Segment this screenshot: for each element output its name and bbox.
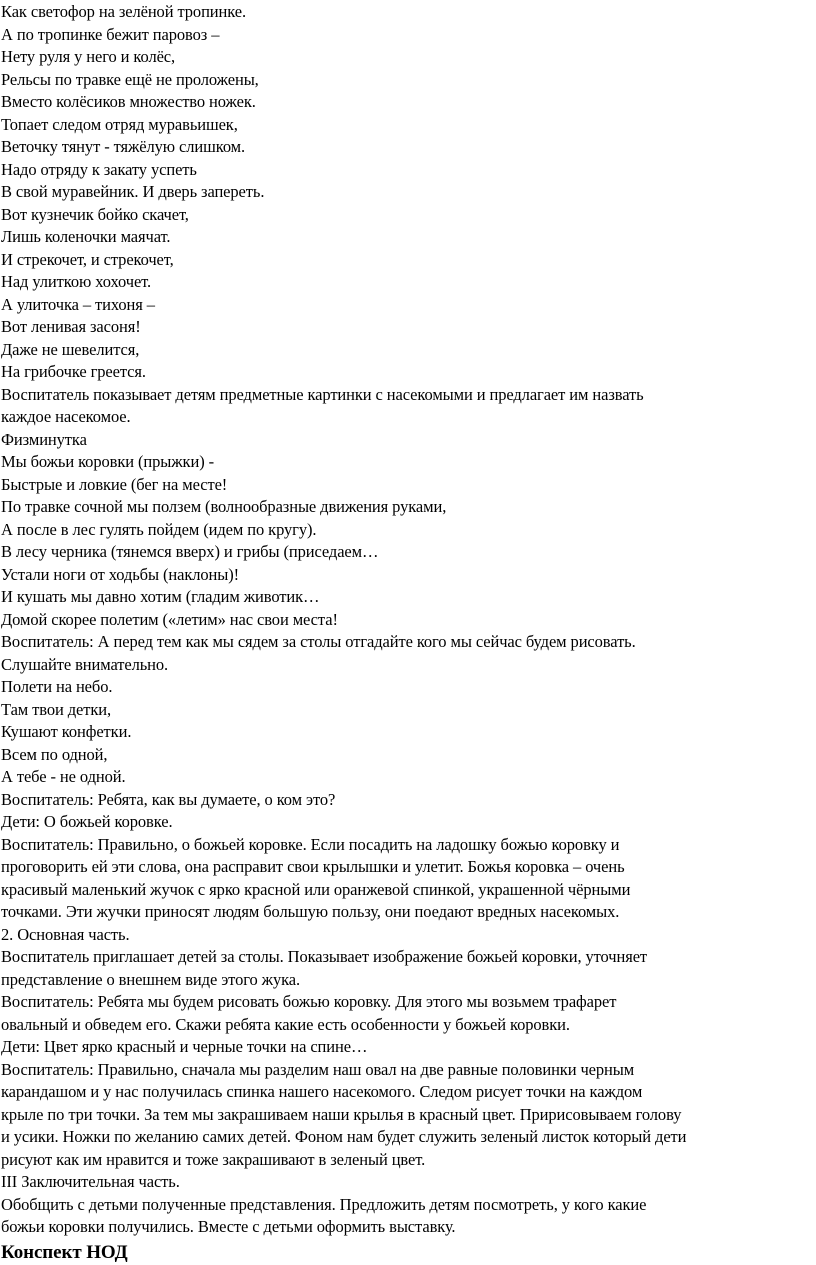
text-line: Вот кузнечик бойко скачет,: [1, 204, 189, 224]
text-line: На грибочке греется.: [1, 362, 146, 381]
text-line: Всем по одной,: [1, 744, 108, 764]
text-line: карандашом и у нас получилась спинка нашего насекомого. Следом рисует точки на каждом: [1, 1082, 643, 1101]
text-line: И кушать мы давно хотим (гладим животик…: [1, 587, 320, 606]
text-line: И стрекочет, и стрекочет,: [1, 249, 174, 269]
text-line: красивый маленький жучок с ярко красной или оранжевой спинкой, украшенной чёрными: [1, 879, 631, 899]
text-line: А улиточка – тихоня –: [1, 294, 155, 314]
text-line: Лишь коленочки маячат.: [1, 227, 171, 246]
text-line: В лесу черника (тянемся вверх) и грибы (приседаем…: [1, 542, 379, 561]
text-line: Дети: Цвет ярко красный и черные точки на спине…: [1, 1037, 368, 1056]
text-line: представление о внешнем виде этого жука.: [1, 969, 301, 989]
text-line: Надо отряду к закату успеть: [1, 159, 197, 179]
text-line: В свой муравейник. И дверь запереть.: [1, 182, 265, 201]
text-line: Топает следом отряд муравьишек,: [1, 114, 238, 134]
text-line: Рельсы по травке ещё не проложены,: [1, 69, 259, 89]
text-line: проговорить ей эти слова, она расправит свои крылышки и улетит. Божья коровка – очень: [1, 857, 625, 876]
text-line: Веточку тянут - тяжёлую слишком.: [1, 137, 246, 156]
section-heading: Конспект НОД: [1, 1241, 128, 1263]
text-line: Воспитатель: Правильно, о божьей коровке. Если посадить на ладошку божью коровку и: [1, 834, 620, 854]
text-line: А после в лес гулять пойдем (идем по кругу).: [1, 519, 317, 539]
document-body: [1, 1, 813, 1239]
text-line: каждое насекомое.: [1, 407, 131, 426]
text-line: Устали ноги от ходьбы (наклоны)!: [1, 564, 240, 584]
text-line: Физминутка: [1, 429, 87, 449]
text-line: Как светофор на зелёной тропинке.: [1, 2, 247, 21]
text-line: овальный и обведем его. Скажи ребята какие есть особенности у божьей коровки.: [1, 1014, 570, 1034]
text-line: 2. Основная часть.: [1, 924, 130, 944]
text-line: По травке сочной мы ползем (волнообразные движения руками,: [1, 497, 447, 516]
text-line: Над улиткою хохочет.: [1, 272, 152, 291]
text-line: Полети на небо.: [1, 677, 113, 696]
text-line: Дети: О божьей коровке.: [1, 812, 173, 831]
text-line: Воспитатель: Ребята мы будем рисовать божью коровку. Для этого мы возьмем трафарет: [1, 992, 617, 1011]
text-line: Слушайте внимательно.: [1, 654, 169, 674]
text-line: Мы божьи коровки (прыжки) -: [1, 452, 215, 471]
text-line: Вместо колёсиков множество ножек.: [1, 92, 256, 111]
text-line: Воспитатель: А перед тем как мы сядем за столы отгадайте кого мы сейчас будем рисовать.: [1, 632, 636, 651]
text-line: Кушают конфетки.: [1, 722, 132, 741]
text-line: божьи коровки получились. Вместе с детьми оформить выставку.: [1, 1217, 456, 1236]
text-line: рисуют как им нравится и тоже закрашивают в зеленый цвет.: [1, 1149, 426, 1169]
text-line: Воспитатель: Ребята, как вы думаете, о ком это?: [1, 789, 336, 809]
text-line: А тебе - не одной.: [1, 767, 126, 786]
text-line: Нету руля у него и колёс,: [1, 47, 176, 66]
document-page: [1, 1, 813, 1265]
text-line: Воспитатель показывает детям предметные картинки с насекомыми и предлагает им назвать: [1, 384, 644, 404]
text-line: Воспитатель приглашает детей за столы. Показывает изображение божьей коровки, уточняет: [1, 947, 648, 966]
text-line: точками. Эти жучки приносят людям большую пользу, они поедают вредных насекомых.: [1, 902, 620, 921]
text-line: А по тропинке бежит паровоз –: [1, 24, 220, 44]
text-line: Вот ленивая засоня!: [1, 317, 141, 336]
text-line: Воспитатель: Правильно, сначала мы разделим наш овал на две равные половинки черным: [1, 1059, 635, 1079]
text-line: Даже не шевелится,: [1, 339, 140, 359]
text-line: III Заключительная часть.: [1, 1172, 180, 1191]
text-line: и усики. Ножки по желанию самих детей. Фоном нам будет служить зеленый листок который дети: [1, 1127, 687, 1146]
text-line: Обобщить с детьми полученные представления. Предложить детям посмотреть, у кого какие: [1, 1194, 647, 1214]
text-line: крыле по три точки. За тем мы закрашиваем наши крылья в красный цвет. Пририсовываем голову: [1, 1104, 682, 1124]
text-line: Быстрые и ловкие (бег на месте!: [1, 474, 228, 494]
text-line: Там твои детки,: [1, 699, 112, 719]
text-line: Домой скорее полетим («летим» нас свои места!: [1, 609, 338, 629]
